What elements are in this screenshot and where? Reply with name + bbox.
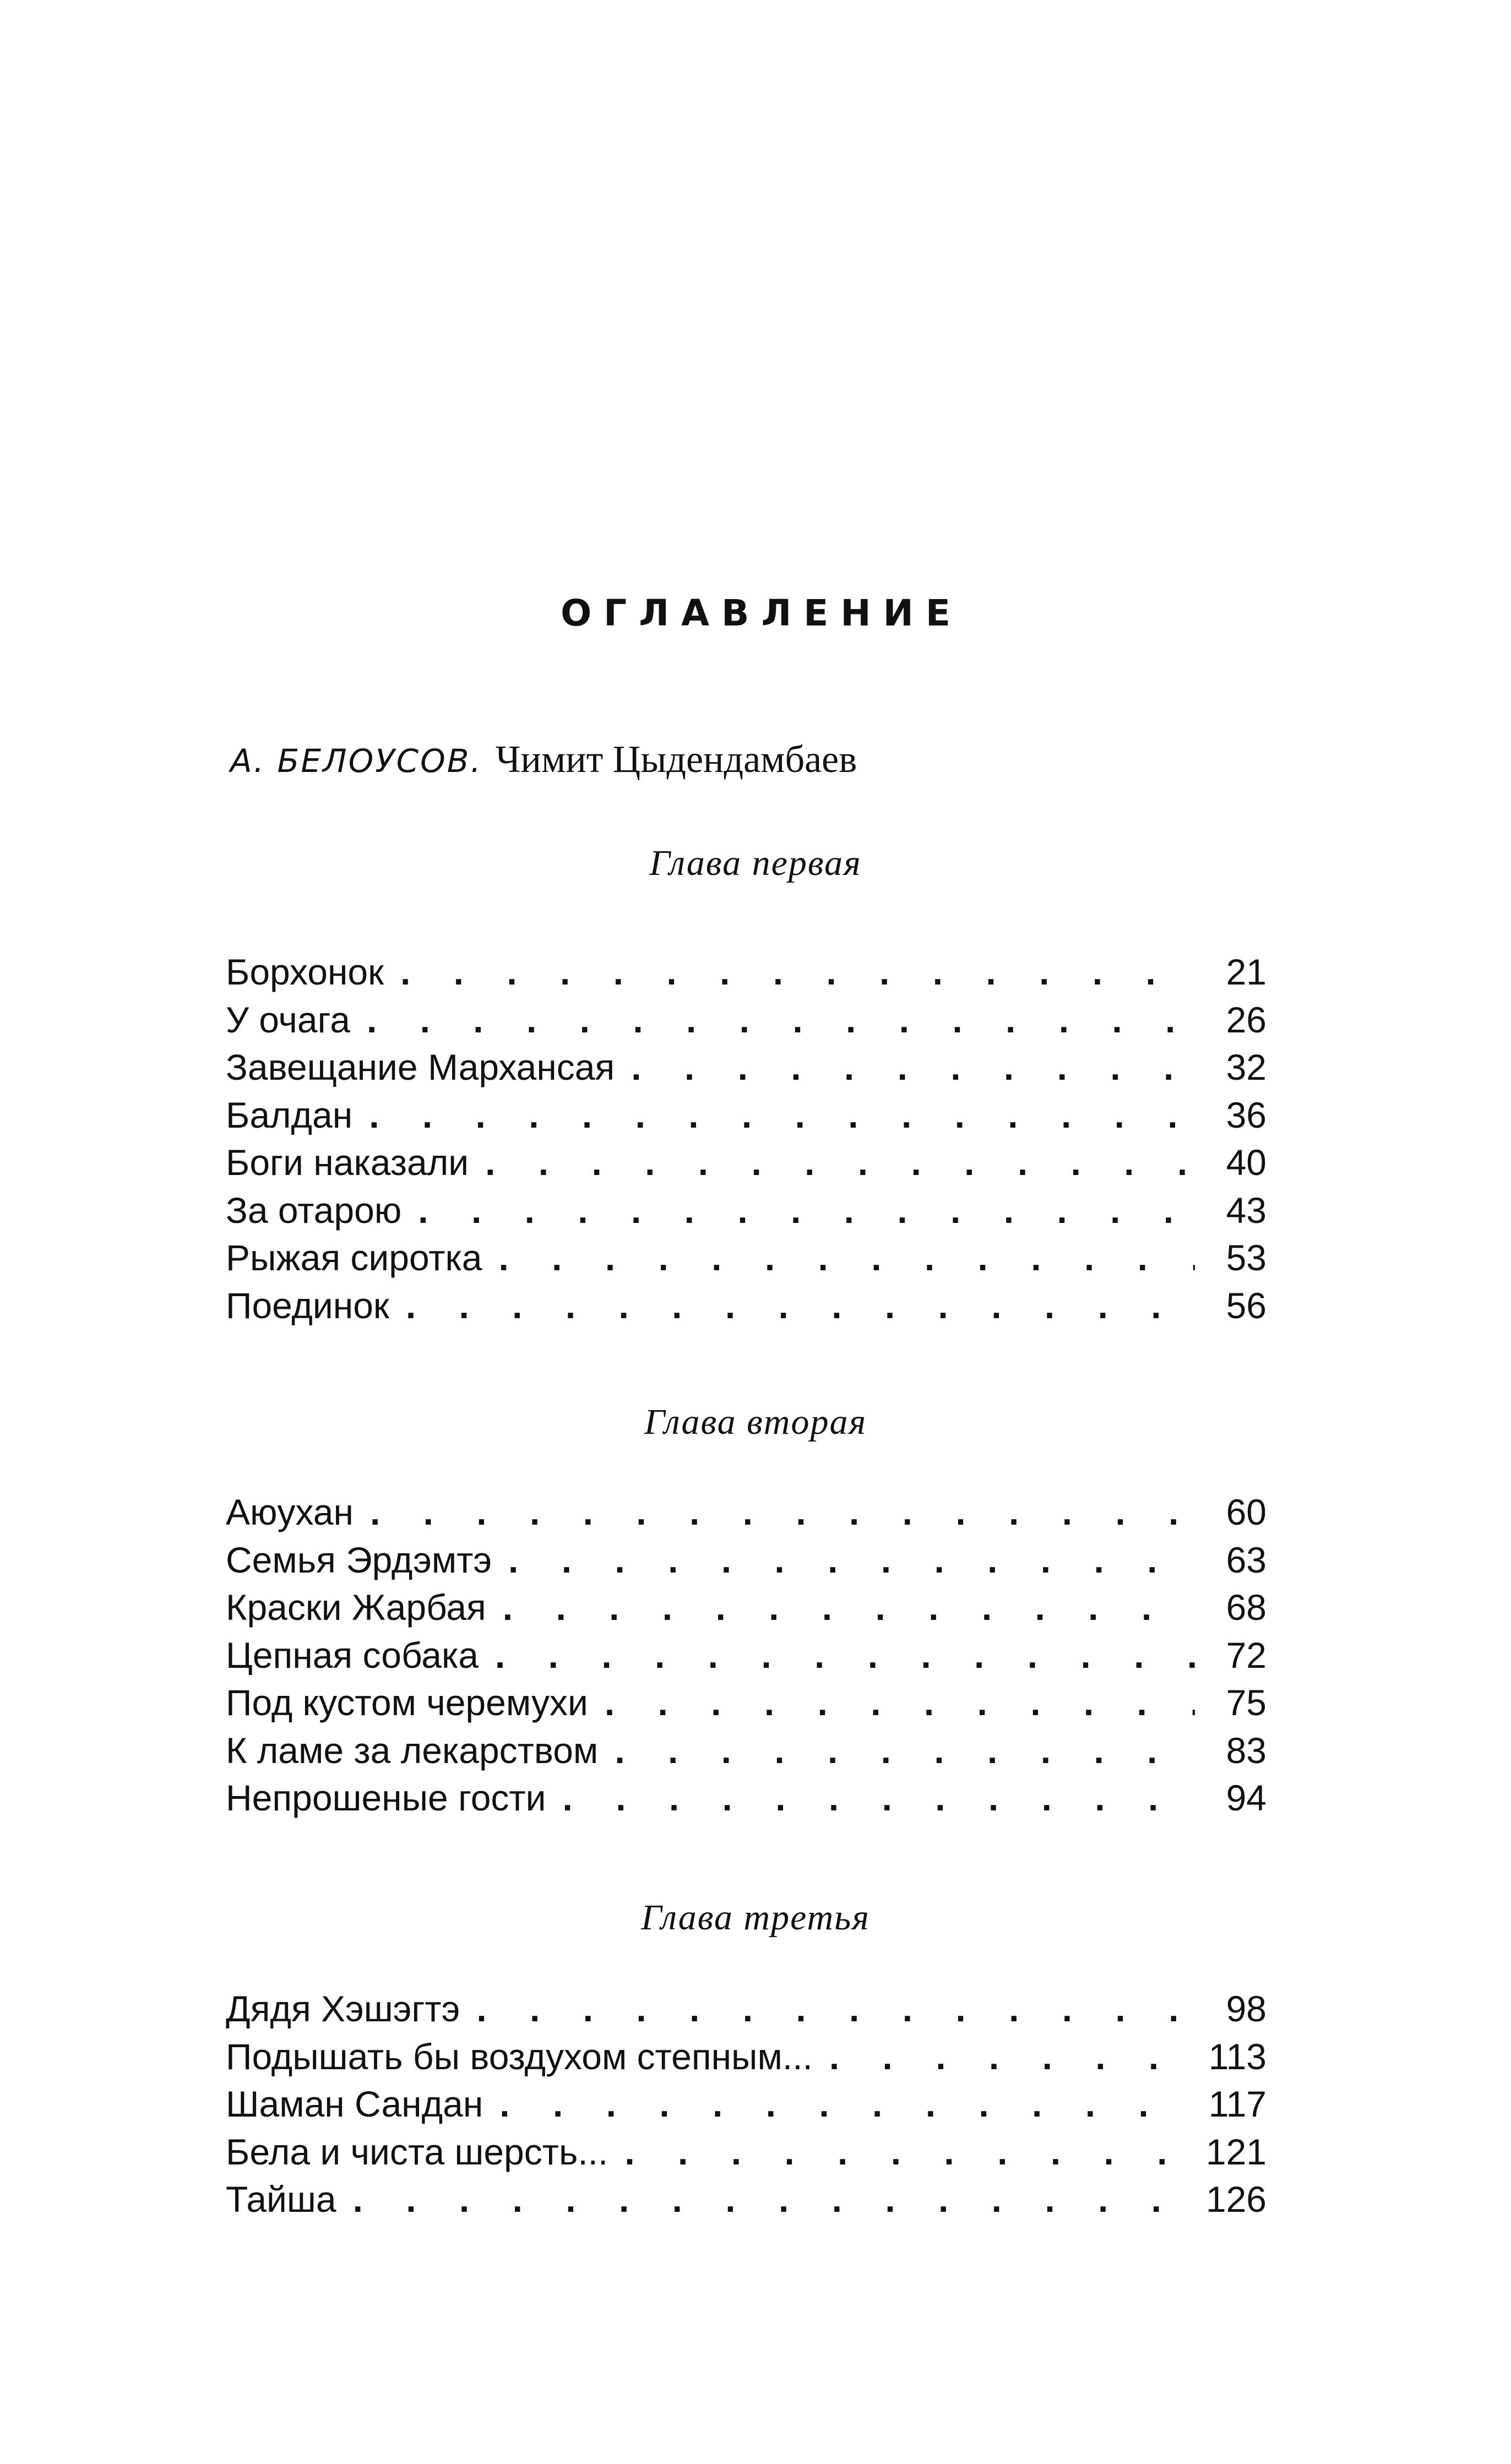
toc-entry <box>226 1141 1267 1189</box>
dot-leader <box>498 1237 1195 1279</box>
toc-entry <box>226 2083 1267 2131</box>
toc-entry <box>226 2036 1267 2084</box>
dot-leader <box>829 2036 1187 2077</box>
dot-leader <box>605 1682 1195 1723</box>
dot-leader <box>495 1634 1195 1676</box>
entry-page: 26 <box>1226 999 1267 1040</box>
toc-entry <box>226 1634 1267 1682</box>
dot-leader <box>370 1491 1195 1533</box>
dot-leader <box>508 1539 1195 1581</box>
entry-page: 94 <box>1226 1777 1267 1818</box>
chapter-3-entries <box>226 1988 1267 2226</box>
entry-label: Шаман Сандан <box>226 2084 483 2124</box>
toc-entry <box>226 1046 1267 1094</box>
toc-entry <box>226 951 1267 999</box>
chapter-heading-1: Глава первая <box>649 843 862 883</box>
dot-leader <box>406 1285 1195 1326</box>
chapter-heading-2: Глава вторая <box>644 1402 867 1442</box>
dot-leader <box>563 1777 1195 1819</box>
toc-entry <box>226 2131 1267 2179</box>
entry-label: У очага <box>226 999 350 1040</box>
entry-page: 60 <box>1226 1492 1267 1532</box>
entry-page: 68 <box>1226 1587 1267 1628</box>
entry-page: 32 <box>1226 1047 1267 1087</box>
entry-page: 53 <box>1226 1237 1267 1278</box>
chapter-heading-3: Глава третья <box>641 1897 870 1938</box>
entry-label: Борхонок <box>226 951 384 992</box>
entry-page: 21 <box>1226 951 1267 992</box>
dot-leader <box>369 1094 1195 1136</box>
entry-page: 75 <box>1226 1682 1267 1723</box>
entry-page: 40 <box>1226 1142 1267 1183</box>
toc-entry <box>226 1539 1267 1587</box>
entry-label: Бела и чиста шерсть... <box>226 2131 608 2172</box>
dot-leader <box>499 2083 1186 2125</box>
dot-leader <box>353 2178 1184 2220</box>
entry-page: 126 <box>1205 2179 1267 2220</box>
entry-page: 36 <box>1226 1094 1267 1135</box>
toc-entry <box>226 1729 1267 1777</box>
entry-label: Завещание Мархансая <box>226 1047 615 1087</box>
entry-label: Цепная собака <box>226 1634 479 1676</box>
entry-label: Подышать бы воздухом степным... <box>226 2036 813 2077</box>
dot-leader <box>367 999 1195 1041</box>
entry-label: Под кустом черемухи <box>226 1682 588 1723</box>
entry-label: За отарою <box>226 1189 402 1231</box>
entry-label: Аюухан <box>226 1492 354 1532</box>
toc-entry <box>226 1682 1267 1729</box>
entry-label: Семья Эрдэмтэ <box>226 1539 492 1580</box>
dot-leader <box>615 1729 1195 1771</box>
entry-label: Боги наказали <box>226 1142 469 1183</box>
page-title: ОГЛАВЛЕНИЕ <box>561 592 963 634</box>
entry-page: 63 <box>1226 1539 1267 1580</box>
dot-leader <box>400 951 1195 993</box>
dot-leader <box>631 1046 1195 1088</box>
intro-entry <box>230 738 857 782</box>
entry-page: 72 <box>1226 1634 1267 1676</box>
entry-page: 56 <box>1226 1285 1267 1326</box>
entry-page: 117 <box>1208 2084 1267 2124</box>
toc-entry <box>226 1237 1267 1285</box>
dot-leader <box>418 1189 1195 1231</box>
toc-entry <box>226 1491 1267 1539</box>
dot-leader <box>485 1141 1195 1183</box>
chapter-2-entries <box>226 1491 1267 1825</box>
toc-entry <box>226 1189 1267 1237</box>
entry-label: Поединок <box>226 1285 389 1326</box>
entry-label: Тайша <box>226 2179 336 2220</box>
toc-entry <box>226 1586 1267 1634</box>
entry-page: 83 <box>1226 1729 1267 1771</box>
entry-label: Рыжая сиротка <box>226 1237 482 1278</box>
toc-entry <box>226 1777 1267 1825</box>
entry-page: 43 <box>1226 1189 1267 1231</box>
chapter-1-entries <box>226 951 1267 1332</box>
entry-label: Балдан <box>226 1094 353 1135</box>
toc-entry <box>226 999 1267 1047</box>
dot-leader <box>503 1586 1195 1628</box>
entry-page: 113 <box>1208 2036 1267 2077</box>
entry-page: 98 <box>1226 1988 1267 2029</box>
dot-leader <box>476 1988 1195 2030</box>
intro-author: А. БЕЛОУСОВ. <box>230 742 482 780</box>
entry-label: К ламе за лекарством <box>226 1729 599 1771</box>
toc-entry <box>226 1988 1267 2036</box>
entry-page: 121 <box>1205 2131 1267 2172</box>
entry-label: Дядя Хэшэгтэ <box>226 1988 460 2029</box>
entry-label: Непрошеные гости <box>226 1777 546 1818</box>
intro-text: Чимит Цыдендамбаев <box>495 738 857 781</box>
dot-leader <box>624 2131 1184 2173</box>
toc-entry <box>226 2178 1267 2226</box>
toc-entry <box>226 1285 1267 1332</box>
toc-entry <box>226 1094 1267 1142</box>
entry-label: Краски Жарбая <box>226 1587 486 1628</box>
